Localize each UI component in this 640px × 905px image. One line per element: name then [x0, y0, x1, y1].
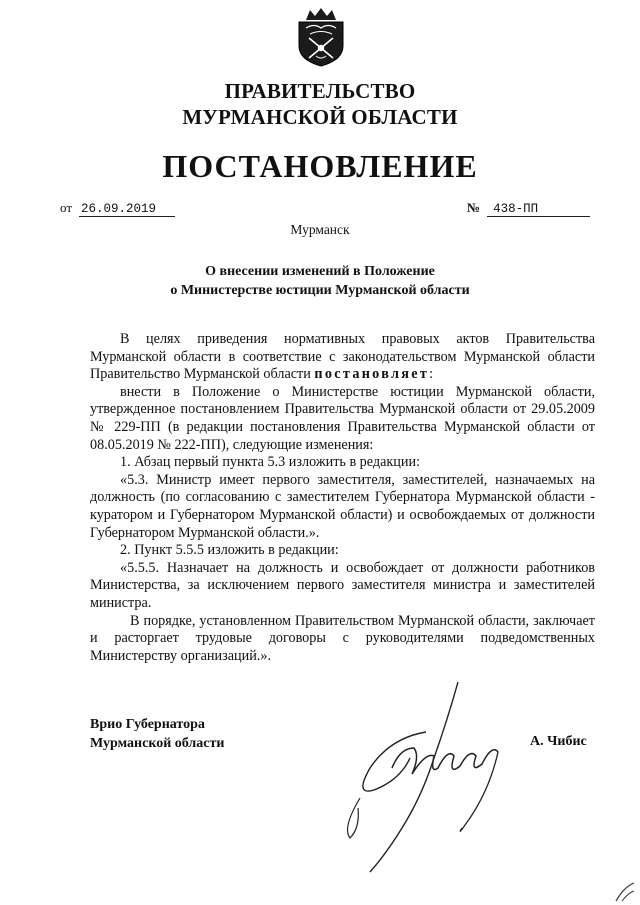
signatory-position-line2: Мурманской области — [90, 736, 225, 751]
intro-paragraph — [90, 331, 595, 384]
document-subject — [0, 262, 640, 300]
signatory-name: А. Чибис — [530, 734, 587, 749]
signatory-position-line1: Врио Губернатора — [90, 717, 205, 732]
number-label: № — [467, 200, 481, 215]
document-type-heading: ПОСТАНОВЛЕНИЕ — [162, 148, 478, 184]
government-title — [0, 78, 640, 130]
amend-paragraph: внести в Положение о Министерстве юстиции Мурманской области, утвержденное постановлением Правительства Мурманской области от 29.05.2009 № 229-ПП (в редакции постановления Правительства Мурманской области от 08.05.2019 № 222-ПП), следующие изменения: — [90, 383, 595, 453]
signatory-position — [90, 715, 224, 753]
resolves-word: постановляет — [314, 366, 430, 383]
city: Мурманск — [290, 222, 350, 237]
date-label: от — [60, 200, 73, 215]
government-title-line2: МУРМАНСКОЙ ОБЛАСТИ — [182, 105, 458, 129]
date-value: 26.09.2019 — [79, 202, 175, 217]
subject-line2: о Министерстве юстиции Мурманской области — [170, 283, 470, 298]
item-2: 2. Пункт 5.5.5 изложить в редакции: — [120, 542, 339, 559]
document-number — [467, 200, 590, 217]
handwritten-signature — [330, 678, 530, 878]
coat-of-arms-emblem — [296, 8, 346, 68]
murmansk-coat-of-arms-icon — [296, 8, 346, 68]
number-value: 438-ПП — [487, 202, 590, 217]
subject-line1: О внесении изменений в Положение — [205, 264, 435, 279]
document-date — [60, 200, 175, 217]
government-title-line1: ПРАВИТЕЛЬСТВО — [224, 79, 416, 103]
quote-2: «5.5.5. Назначает на должность и освобождает от должности работников Министерства, за исключением первого заместителя министра и заместителей министра. — [90, 559, 595, 611]
intro-end: : — [429, 366, 434, 383]
quote-3: В порядке, установленном Правительством Мурманской области, заключает и расторгает трудовые договоры с руководителями подведомственных Министерству организаций.». — [90, 612, 595, 664]
document-body — [90, 331, 595, 665]
corner-mark-icon — [614, 881, 636, 903]
item-1: 1. Абзац первый пункта 5.3 изложить в редакции: — [120, 454, 421, 471]
quote-1: «5.3. Министр имеет первого заместителя, заместителей, назначаемых на должность (по согласованию с заместителем Губернатора Мурманской области - куратором и Губернатором Мурманской области) и освобождаемых от должности Губернатором Мурманской области.». — [90, 471, 595, 541]
intro-text: В целях приведения нормативных правовых актов Правительства Мурманской области в соответствие с законодательством Мурманской области Правительство Мурманской области — [90, 331, 595, 383]
